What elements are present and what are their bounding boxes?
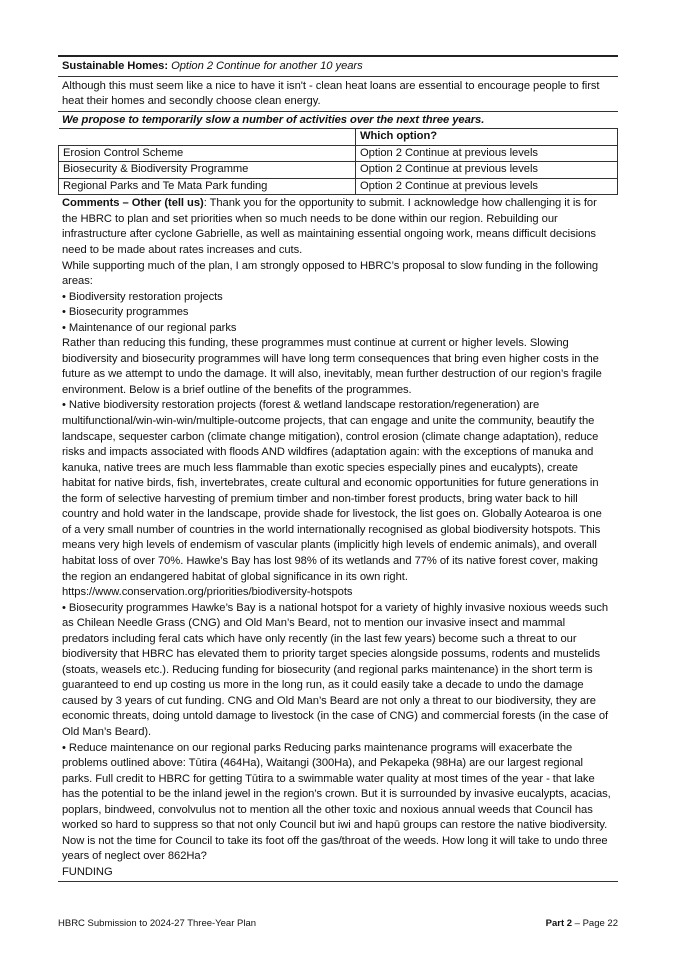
option-cell: Option 2 Continue at previous levels (356, 162, 618, 179)
bottom-rule (58, 881, 618, 882)
activities-table (58, 128, 618, 195)
footer-page-info (546, 918, 618, 930)
parks-paragraph: • Reduce maintenance on our regional parks Reducing parks maintenance programs will exacerbate the problems outlined above: Tūtira (464Ha), Waitangi (300Ha), and Pekapeka (98Ha) are our largest regional parks. Full credit to HBRC for getting Tūtira to a swimmable water quality at most times of the year - that lake has the potential to be the inland jewel in the region’s crown. But it is surrounded by invasive eucalypts, acacias, poplars, bindweed, convolvulus not to mention all the other toxic and noxious annual weeds that Council has worked so hard to suppress so that not only Council but iwi and hapū groups can restore the native biodiversity. Now is not the time for Council to take its foot off the gas/throat of the weeds. How long it will take to undo three years of neglect over 862Ha? (62, 741, 611, 863)
sustainable-homes-heading (58, 57, 618, 76)
table-header-empty (59, 129, 356, 146)
comments-intro (62, 196, 614, 258)
comments-intro-text: : Thank you for the opportunity to submit. I acknowledge how challenging it is for the HBRC to plan and set priorities when so much needs to be done within our region. Rebuilding our infrastructure after cyclone Gabrielle, as well as maintaining essential ongoing work, means difficult decisions need to be made about rates increases and cuts. (62, 197, 597, 257)
bullet-item: • Maintenance of our regional parks (62, 321, 237, 334)
bullet-item: • Biosecurity programmes (62, 306, 189, 319)
which-option-header: Which option? (356, 129, 618, 146)
comments-paragraph: Rather than reducing this funding, these programmes must continue at current or higher levels. Slowing biodiversity and biosecurity programmes will have long term consequences that bring even higher costs in the future as we attempt to undo the damage. It will also, inevitably, mean further destruction of our region’s fragile environment. Below is a brief outline of the benefits of the programmes. (62, 337, 602, 396)
table-header-row (59, 129, 618, 146)
comments-section (58, 195, 618, 880)
bullet-item: • Biodiversity restoration projects (62, 290, 223, 303)
page-footer (58, 918, 618, 930)
table-row (59, 145, 618, 162)
comments-label: Comments – Other (tell us) (62, 197, 204, 210)
activity-cell: Erosion Control Scheme (59, 145, 356, 162)
table-row (59, 178, 618, 195)
footer-part: Part 2 (545, 918, 573, 929)
comments-paragraph: While supporting much of the plan, I am strongly opposed to HBRC’s proposal to slow funding in the following areas: (62, 259, 599, 288)
sustainable-homes-comment: Although this must seem like a nice to have it isn't - clean heat loans are essential to encourage people to first heat their homes and secondly choose clean energy. (62, 79, 600, 108)
funding-heading: FUNDING (62, 865, 113, 878)
table-row (59, 162, 618, 179)
activities-heading: We propose to temporarily slow a number of activities over the next three years. (62, 113, 485, 126)
activity-cell: Biosecurity & Biodiversity Programme (59, 162, 356, 179)
biodiversity-paragraph: • Native biodiversity restoration projects (forest & wetland landscape restoration/regeneration) are multifunctional/win-win-win/multiple-outcome projects, that can engage and unite the community, beautify the landscape, sequester carbon (climate change mitigation), control erosion (climate change adaptation), reduce risks and impacts associated with floods AND wildfires (adaptation again: with the exceptions of manuka and kanuka, native trees are much less flammable than exotic species especially pines and eucalypts), create habitat for native birds, fish, invertebrates, create cultural and economic opportunities for future generations in the form of selective harvesting of premium timber and non-timber forest products, bring water back to hill country and hold water in the landscape, provide shade for livestock, the list goes on. Globally Aotearoa is one of a very small number of countries in the world internationally recognised as global biodiversity hotspots. This means very high levels of endemism of vascular plants (implicitly high levels of endemic animals), and overall habitat loss of over 70%. Hawke’s Bay has lost 98% of its wetlands and 77% of its native forest cover, making the region an endangered habitat of global significance in its own right. https://www.conservation.org/priorities/biodiversity-hotspots (62, 399, 602, 599)
activity-cell: Regional Parks and Te Mata Park funding (59, 178, 356, 195)
option-cell: Option 2 Continue at previous levels (356, 178, 618, 195)
footer-document-title: HBRC Submission to 2024-27 Three-Year Plan (58, 918, 257, 929)
submission-content (58, 55, 618, 882)
sustainable-homes-label: Sustainable Homes: (62, 60, 169, 72)
biosecurity-paragraph: • Biosecurity programmes Hawke’s Bay is a national hotspot for a variety of highly invasive noxious weeds such as Chilean Needle Grass (CNG) and Old Man’s Beard, not to mention our invasive insect and mammal predators including feral cats which have only recently (in the last few years) become such a threat to our biodiversity that HBRC has elevated them to priority target species alongside possums, rodents and mustelids (stoats, weasels etc.). Reducing funding for biosecurity (and regional parks maintenance) in the short term is guaranteed to end up costing us more in the long run, as it could easily take a decade to undo the damage caused by 3 years of cut funding. CNG and Old Man’s Beard are not only a threat to our biodiversity, they are economic threats, doing untold damage to livestock (in the case of CNG) and commercial forests (in the case of Old Man’s Beard). (62, 601, 609, 738)
option-cell: Option 2 Continue at previous levels (356, 145, 618, 162)
sustainable-homes-option: Option 2 Continue for another 10 years (171, 60, 363, 72)
footer-page-number: – Page 22 (572, 918, 618, 929)
